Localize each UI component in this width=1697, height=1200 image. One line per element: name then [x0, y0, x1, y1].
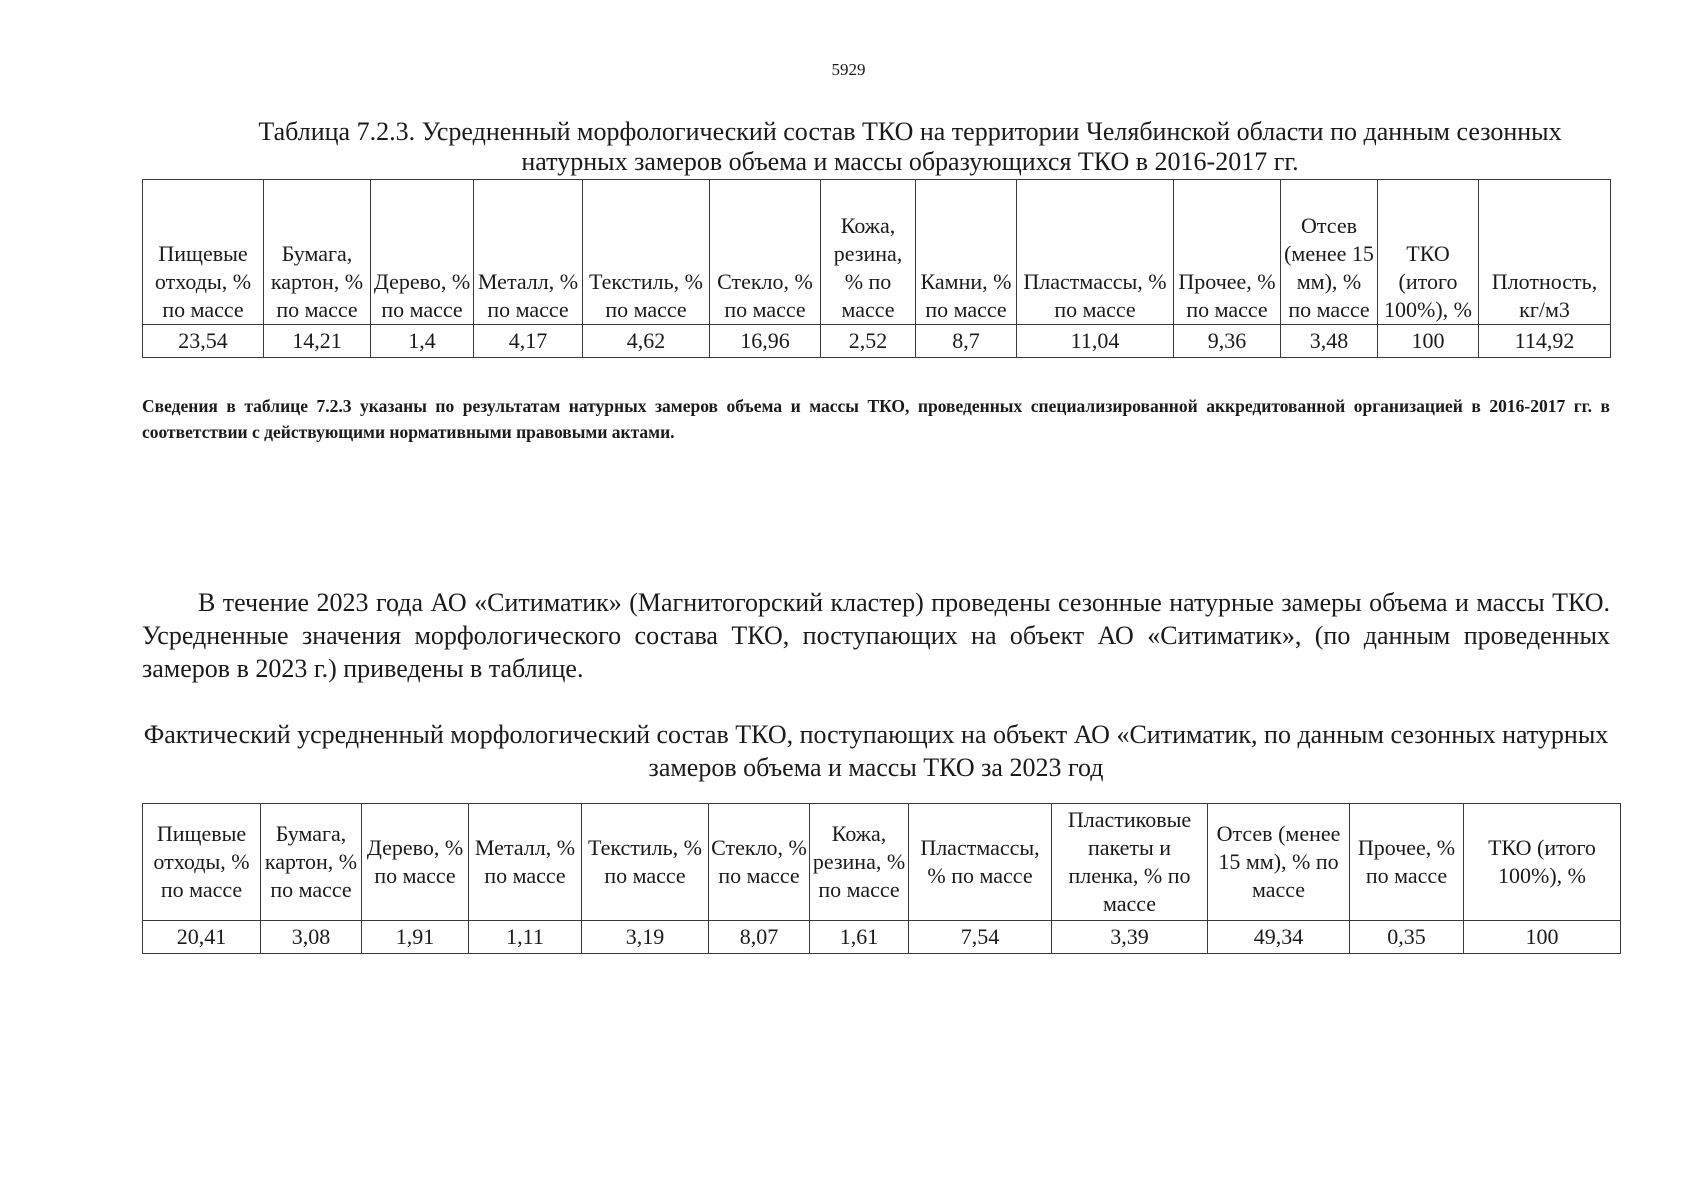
page-number: 5929: [831, 60, 866, 79]
table2-header-cell: Кожа, резина, % по массе: [810, 804, 909, 921]
table1-header-cell: Дерево, % по массе: [371, 180, 474, 325]
table1-header-cell: Металл, % по массе: [474, 180, 583, 325]
table1-value-cell: 8,7: [916, 325, 1017, 358]
table2-value-cell: 100: [1464, 921, 1621, 954]
table2-value-cell: 0,35: [1350, 921, 1464, 954]
table1-header-cell: Бумага, картон, % по массе: [264, 180, 371, 325]
table1-header-cell: Прочее, % по массе: [1174, 180, 1281, 325]
table2-header-cell: Металл, % по массе: [469, 804, 582, 921]
table2-value-cell: 1,11: [469, 921, 582, 954]
table2-header-cell: Пищевые отходы, % по массе: [143, 804, 261, 921]
table1-value-cell: 11,04: [1017, 325, 1174, 358]
table2-value-cell: 20,41: [143, 921, 261, 954]
body-paragraph: В течение 2023 года АО «Ситиматик» (Магнитогорский кластер) проведены сезонные натурные замеры объема и массы ТКО. Усредненные значения морфологического состава ТКО, поступающих на объект АО «Ситиматик», (по данным проведенных замеров в 2023 г.) приведены в таблице.: [142, 588, 1610, 683]
table1-header-cell: Пластмассы, % по массе: [1017, 180, 1174, 325]
table2-value-cell: 8,07: [709, 921, 810, 954]
table2-header-cell: Прочее, % по массе: [1350, 804, 1464, 921]
table2-value-cell: 3,08: [261, 921, 362, 954]
table1-value-cell: 100: [1378, 325, 1479, 358]
table2-data-row: [143, 921, 1621, 954]
table1-value-cell: 3,48: [1281, 325, 1378, 358]
table1-header-cell: Текстиль, % по массе: [583, 180, 710, 325]
table2-header-cell: Пластмассы, % по массе: [909, 804, 1052, 921]
table1-value-cell: 23,54: [143, 325, 264, 358]
table2-value-cell: 49,34: [1208, 921, 1350, 954]
table1-header-cell: Кожа, резина, % по массе: [821, 180, 916, 325]
table1-header-cell: Пищевые отходы, % по массе: [143, 180, 264, 325]
table1-value-cell: 4,17: [474, 325, 583, 358]
table1-value-cell: 14,21: [264, 325, 371, 358]
table2-caption: Фактический усредненный морфологический состав ТКО, поступающих на объект АО «Ситиматик, по данным сезонных натурных замеров объема и массы ТКО за 2023 год: [143, 720, 1609, 782]
table1-note: Сведения в таблице 7.2.3 указаны по результатам натурных замеров объема и массы ТКО, проведенных специализированной аккредитованной организацией в 2016-2017 гг. в соответствии с действующими нормативными правовыми актами.: [142, 396, 1610, 442]
table1-value-cell: 2,52: [821, 325, 916, 358]
table2-value-cell: 3,39: [1052, 921, 1208, 954]
table1-header-cell: ТКО (итого 100%), %: [1378, 180, 1479, 325]
table1-header-row: [143, 180, 1611, 325]
table1-header-cell: Камни, % по массе: [916, 180, 1017, 325]
table1-data-row: [143, 325, 1611, 358]
table2-header-cell: Отсев (менее 15 мм), % по массе: [1208, 804, 1350, 921]
table1-value-cell: 16,96: [710, 325, 821, 358]
table2-value-cell: 1,91: [362, 921, 469, 954]
table1-value-cell: 1,4: [371, 325, 474, 358]
table1-header-cell: Стекло, % по массе: [710, 180, 821, 325]
table2-header-cell: Текстиль, % по массе: [582, 804, 709, 921]
table1-header-cell: Отсев (менее 15 мм), % по массе: [1281, 180, 1378, 325]
table1-value-cell: 9,36: [1174, 325, 1281, 358]
table2-value-cell: 3,19: [582, 921, 709, 954]
table1-value-cell: 4,62: [583, 325, 710, 358]
table1-caption: Таблица 7.2.3. Усредненный морфологический состав ТКО на территории Челябинской области по данным сезонных натурных замеров объема и массы образующихся ТКО в 2016-2017 гг.: [258, 117, 1562, 176]
table1: [142, 179, 1611, 358]
table2-value-cell: 1,61: [810, 921, 909, 954]
table2-header-cell: ТКО (итого 100%), %: [1464, 804, 1621, 921]
table2-header-cell: Бумага, картон, % по массе: [261, 804, 362, 921]
table2-header-row: [143, 804, 1621, 921]
table2-header-cell: Пластиковые пакеты и пленка, % по массе: [1052, 804, 1208, 921]
table2-header-cell: Дерево, % по массе: [362, 804, 469, 921]
table1-value-cell: 114,92: [1479, 325, 1611, 358]
table2: [142, 803, 1621, 954]
table2-header-cell: Стекло, % по массе: [709, 804, 810, 921]
table2-value-cell: 7,54: [909, 921, 1052, 954]
table1-header-cell: Плотность, кг/м3: [1479, 180, 1611, 325]
